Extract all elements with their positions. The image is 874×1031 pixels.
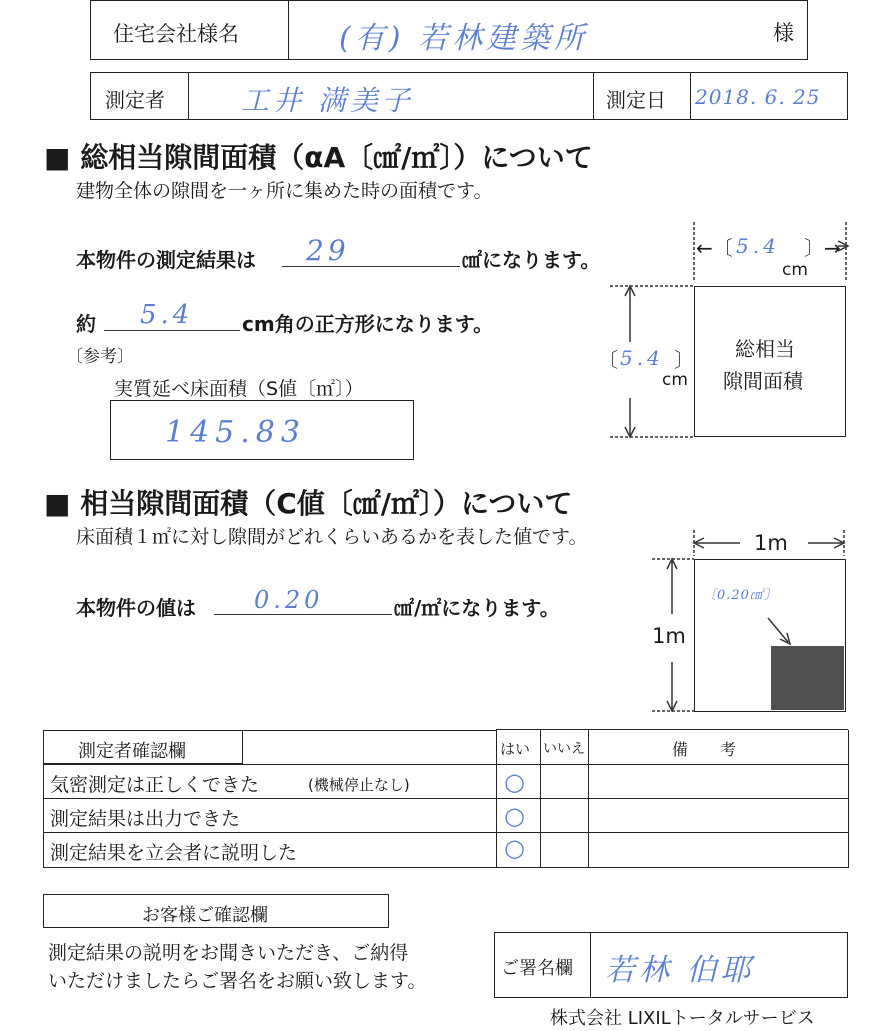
total-area-description: 建物全体の隙間を一ヶ所に集めた時の面積です。 — [76, 180, 493, 202]
row-1-note: (機械停止なし) — [308, 776, 410, 794]
floor-area-label: 実質延べ床面積（S値〔㎡〕） — [114, 378, 364, 400]
total-result-prefix: 本物件の測定結果は — [76, 248, 256, 272]
row-3-label: 測定結果を立会者に説明した — [50, 842, 298, 864]
date-label-cell — [593, 73, 691, 119]
c-width-label: 1m — [754, 531, 788, 555]
floor-area-value: 145.83 — [165, 415, 306, 450]
square-text-1: 総相当 — [735, 337, 795, 361]
total-area-square — [694, 286, 846, 437]
confirmation-title: 測定者確認欄 — [78, 741, 186, 762]
reference-label: 〔参考〕 — [66, 347, 134, 367]
c-value-description: 床面積１㎡に対し隙間がどれくらいあるかを表した値です。 — [76, 526, 588, 548]
measurer-label-cell — [91, 73, 189, 119]
gap-area-fill — [771, 646, 844, 710]
row-divider-2 — [44, 798, 848, 799]
approx-underline — [104, 330, 240, 331]
c-result-value: 0.20 — [254, 586, 324, 614]
c-result-underline — [214, 614, 392, 615]
col-yes-header: はい — [500, 740, 531, 758]
company-label-cell — [91, 1, 289, 59]
top-unit: cm — [782, 260, 808, 280]
one-square-meter-box — [694, 559, 846, 712]
company-name-value: (有) 若林建築所 — [339, 21, 588, 56]
company-suffix: 様 — [773, 21, 794, 45]
customer-title: お客様ご確認欄 — [142, 905, 268, 926]
top-bracket-open: ←〔 — [696, 236, 733, 260]
c-result-prefix: 本物件の値は — [76, 596, 196, 620]
company-label: 住宅会社様名 — [113, 22, 239, 46]
date-label: 測定日 — [606, 88, 666, 112]
floor-area-box — [110, 400, 414, 460]
c-height-label: 1m — [652, 624, 686, 648]
square-diagram — [596, 222, 856, 442]
c-annotation: 〔0.20㎠〕 — [703, 588, 778, 603]
signature-label-cell — [495, 933, 591, 997]
row-3-yes-mark: ○ — [504, 834, 525, 862]
approx-prefix: 約 — [76, 312, 96, 336]
top-bracket-close: 〕→ — [804, 236, 841, 260]
measurer-row — [90, 72, 848, 120]
col-no-header: いいえ — [543, 741, 585, 757]
c-value-heading: ■ 相当隙間面積（C値〔㎠/㎡〕）について — [44, 487, 573, 520]
row-divider-3 — [44, 832, 848, 833]
c-result-suffix: ㎠/㎡になります。 — [394, 596, 560, 620]
c-value-diagram — [648, 526, 858, 716]
company-row — [90, 0, 808, 60]
customer-title-box — [43, 894, 389, 928]
confirmation-grid — [43, 730, 849, 868]
signature-box — [494, 932, 848, 998]
side-bracket-close: 〕 — [674, 348, 694, 372]
side-unit: cm — [662, 370, 688, 390]
col-notes-header: 備 考 — [672, 740, 737, 759]
customer-text-1: 測定結果の説明をお聞きいただき、ご納得 — [48, 942, 409, 964]
signature-value: 若林 伯耶 — [605, 953, 755, 988]
row-divider-1 — [44, 764, 848, 765]
row-2-yes-mark: ○ — [504, 802, 525, 830]
signature-label: ご署名欄 — [501, 958, 573, 979]
measurer-value: 工井 满美子 — [241, 84, 414, 117]
row-divider-0 — [496, 729, 848, 730]
customer-text-2: いただけましたらご署名をお願い致します。 — [48, 970, 427, 992]
total-result-value: 29 — [306, 234, 350, 267]
row-1-label: 気密測定は正しくできた — [50, 774, 260, 796]
total-result-suffix: ㎠になります。 — [462, 248, 601, 272]
row-1-yes-mark: ○ — [504, 768, 525, 796]
row-2-label: 測定結果は出力できた — [50, 808, 241, 830]
square-text-2: 隙間面積 — [723, 369, 803, 393]
total-area-heading: ■ 総相当隙間面積（αA〔㎠/㎡〕）について — [44, 141, 593, 174]
measurer-label: 測定者 — [105, 88, 165, 112]
top-value: 5.4 — [736, 234, 780, 258]
side-bracket-open: 〔 — [598, 348, 618, 372]
approx-suffix: cm角の正方形になります。 — [242, 312, 494, 336]
date-value: 2018. 6. 25 — [695, 85, 821, 109]
side-value: 5.4 — [620, 346, 664, 370]
approx-value: 5.4 — [140, 300, 194, 330]
footer-company: 株式会社 LIXILトータルサービス — [550, 1008, 815, 1029]
